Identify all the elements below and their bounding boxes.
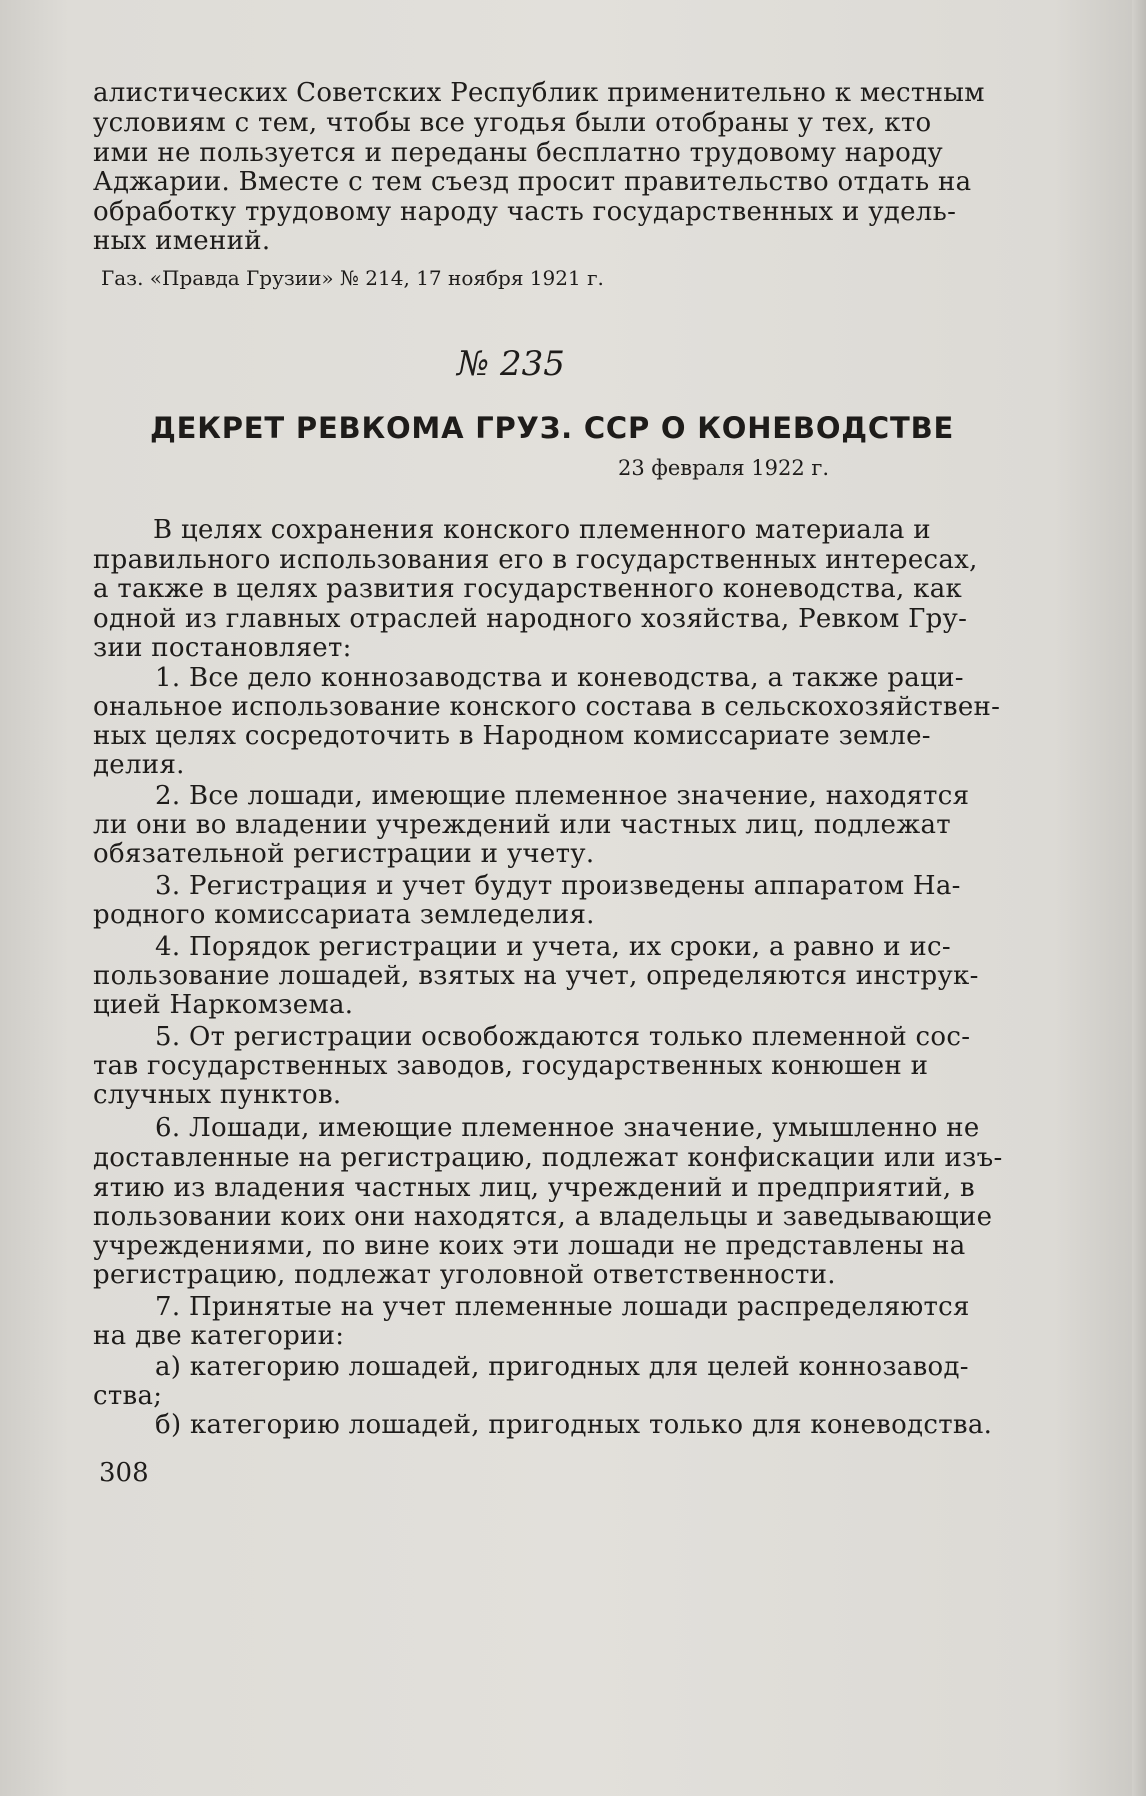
text-line: пользовании коих они находятся, а владельцы и заведывающие <box>93 1202 993 1232</box>
text-line: 1. Все дело коннозаводства и коневодства, а также раци- <box>155 663 964 693</box>
text-line: родного комиссариата земледелия. <box>93 900 595 930</box>
text-line: на две категории: <box>93 1321 345 1351</box>
text-line: 6. Лошади, имеющие племенное значение, умышленно не <box>155 1113 980 1143</box>
text-line: ими не пользуется и переданы бесплатно трудовому народу <box>93 138 943 168</box>
text-line: алистических Советских Республик применительно к местным <box>93 78 985 108</box>
text-line: ятию из владения частных лиц, учреждений и предприятий, в <box>93 1173 975 1203</box>
text-line: ства; <box>93 1381 163 1411</box>
text-line: а также в целях развития государственного коневодства, как <box>93 574 963 604</box>
text-line: 5. От регистрации освобождаются только племенной сос- <box>155 1022 971 1052</box>
text-line: обязательной регистрации и учету. <box>93 839 595 869</box>
text-line: делия. <box>93 750 185 780</box>
text-line: цией Наркомзема. <box>93 990 354 1020</box>
document-date: 23 февраля 1922 г. <box>618 456 830 480</box>
text-line: условиям с тем, чтобы все угодья были отобраны у тех, кто <box>93 108 932 138</box>
page-number: 308 <box>99 1458 149 1488</box>
text-line: 7. Принятые на учет племенные лошади распределяются <box>155 1292 970 1322</box>
document-number: № 235 <box>457 344 565 384</box>
text-line: зии постановляет: <box>93 633 352 663</box>
text-line: ональное использование конского состава в сельскохозяйствен- <box>93 692 1001 722</box>
text-line: В целях сохранения конского племенного материала и <box>153 515 931 545</box>
page-edge <box>1132 0 1146 1796</box>
text-line: доставленные на регистрацию, подлежат конфискации или изъ- <box>93 1143 1003 1173</box>
text-line: правильного использования его в государственных интересах, <box>93 545 978 575</box>
text-line: Аджарии. Вместе с тем съезд просит правительство отдать на <box>93 167 972 197</box>
text-line: регистрацию, подлежат уголовной ответственности. <box>93 1260 836 1290</box>
text-line: 2. Все лошади, имеющие племенное значение, находятся <box>155 781 970 811</box>
text-line: а) категорию лошадей, пригодных для целей коннозавод- <box>155 1352 969 1382</box>
text-line: тав государственных заводов, государственных конюшен и <box>93 1051 929 1081</box>
text-line: одной из главных отраслей народного хозяйства, Ревком Гру- <box>93 604 968 634</box>
text-line: случных пунктов. <box>93 1080 342 1110</box>
text-line: ных имений. <box>93 226 271 256</box>
text-line: ли они во владении учреждений или частных лиц, подлежат <box>93 810 951 840</box>
text-line: пользование лошадей, взятых на учет, определяются инструк- <box>93 961 979 991</box>
source-citation: Газ. «Правда Грузии» № 214, 17 ноября 1921 г. <box>101 266 604 290</box>
text-line: ных целях сосредоточить в Народном комиссариате земле- <box>93 721 931 751</box>
document-title: ДЕКРЕТ РЕВКОМА ГРУЗ. ССР О КОНЕВОДСТВЕ <box>150 411 955 445</box>
text-line: 4. Порядок регистрации и учета, их сроки, а равно и ис- <box>155 932 952 962</box>
text-line: 3. Регистрация и учет будут произведены аппаратом На- <box>155 871 961 901</box>
text-line: б) категорию лошадей, пригодных только для коневодства. <box>155 1410 993 1440</box>
text-line: обработку трудовому народу часть государственных и удель- <box>93 197 957 227</box>
text-line: учреждениями, по вине коих эти лошади не представлены на <box>93 1231 966 1261</box>
